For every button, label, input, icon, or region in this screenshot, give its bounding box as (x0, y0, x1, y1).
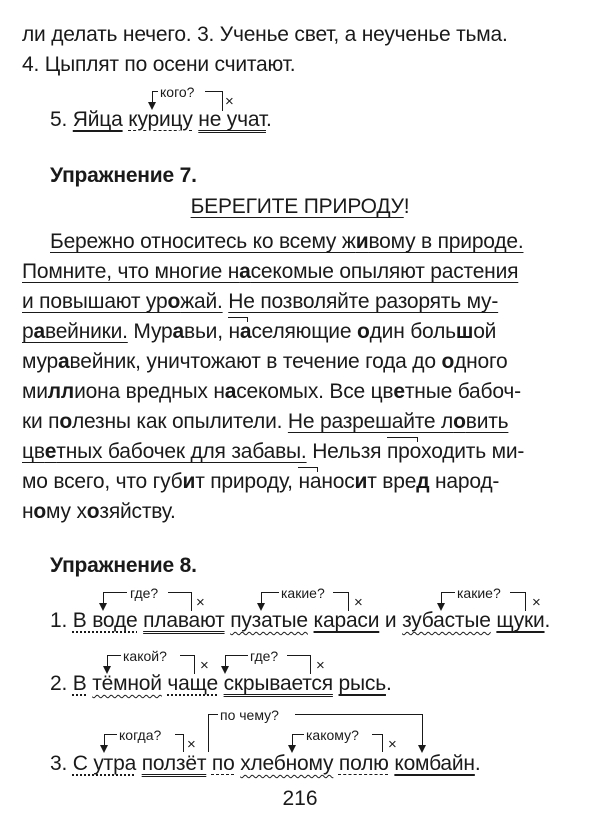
bracket-line (103, 592, 127, 593)
bold-letter: о (33, 500, 47, 523)
text: Помните, что многие н (22, 260, 240, 283)
bold-letter: а (172, 320, 184, 343)
text: дин боль (369, 320, 456, 343)
sentence-3 (50, 751, 480, 777)
text: ходить ми- (421, 440, 525, 463)
bracket-line (372, 734, 382, 735)
object-word: курицу (128, 108, 193, 131)
bracket-line (168, 592, 191, 593)
adverbial-word: В воде (72, 609, 138, 632)
bracket-line (261, 592, 279, 593)
text: вейники. (44, 320, 128, 343)
bold-letter: и (355, 230, 369, 253)
text: нос (321, 470, 355, 493)
text: лезны как опылители. (71, 410, 288, 433)
bracket-line (205, 91, 222, 92)
bold-letter: а (33, 320, 45, 343)
question-label: какому? (306, 727, 359, 743)
text-line (22, 469, 499, 495)
predicate-word: скрывается (223, 672, 333, 695)
text-line (22, 439, 524, 465)
bold-letter: а (239, 260, 251, 283)
cross-icon: × (225, 93, 234, 110)
prefix-mark: про (387, 440, 422, 463)
text: Мур (127, 320, 173, 343)
text: иона вредных н (74, 380, 225, 403)
subject-word: рысь (338, 672, 386, 695)
bracket-line (104, 734, 117, 735)
text: ми (22, 380, 48, 403)
adverbial-word: С утра (72, 752, 137, 775)
bold-letter: а (58, 350, 70, 373)
bold-letter: ш (455, 320, 474, 343)
sentence-number: 2. (50, 672, 68, 695)
question-label: где? (130, 585, 159, 601)
bold-letter: о (453, 410, 466, 433)
text: ки п (22, 410, 60, 433)
text: селяющие (251, 320, 357, 343)
question-label: кого? (160, 84, 195, 100)
text: народ- (429, 470, 500, 493)
cross-icon: × (316, 657, 325, 674)
attribute-word: тёмной (92, 672, 162, 695)
text: му х (46, 500, 87, 523)
bracket-line (183, 734, 184, 752)
cross-icon: × (354, 594, 363, 611)
punctuation: ! (403, 195, 410, 218)
sentence-number: 5. (50, 108, 68, 131)
bracket-line (175, 734, 183, 735)
subject-word: щуки (496, 609, 545, 632)
text: Не позволяйте разорять му- (228, 290, 499, 313)
exercise-7-heading: Упражнение 7. (50, 164, 197, 187)
punctuation: . (385, 672, 392, 695)
bracket-line (295, 714, 422, 715)
bold-letter: е (44, 440, 57, 463)
punctuation: . (544, 609, 551, 632)
text: р (22, 320, 34, 343)
conjunction: и (384, 609, 397, 632)
subject-word: Яйца (72, 108, 123, 131)
bold-letter: и (354, 470, 368, 493)
text: ой (473, 320, 497, 343)
object-word: полю (338, 752, 389, 775)
bold-letter: лл (47, 380, 75, 403)
text: Не разрешайте л (287, 410, 454, 433)
bracket-line (422, 714, 423, 746)
sentence-number: 3. (50, 752, 68, 775)
text: вейник, уничтожают в течение года до (69, 350, 442, 373)
text-line (22, 319, 496, 345)
sentence-2 (50, 671, 392, 697)
text-line (22, 52, 295, 78)
text: тных бабочек для забавы. (56, 440, 307, 463)
adverbial-word: чаще (167, 672, 218, 695)
bracket-line (180, 655, 194, 656)
text: жай. (180, 290, 223, 313)
text: мо всего, что губ (22, 470, 183, 493)
bold-letter: д (416, 470, 430, 493)
bold-letter: о (86, 500, 100, 523)
text-line (22, 379, 521, 405)
text: тные бабоч- (404, 380, 521, 403)
bold-letter: и (182, 470, 196, 493)
predicate-word: плавают (143, 609, 225, 632)
text-line (22, 259, 518, 285)
question-label: по чему? (220, 707, 279, 723)
bold-letter: а (239, 320, 252, 343)
exercise-7-title (0, 194, 600, 220)
text-line (22, 22, 508, 48)
text-line (22, 409, 508, 435)
bracket-line (292, 734, 304, 735)
text: секомых. Все цв (236, 380, 394, 403)
text-line (22, 499, 176, 525)
text: цв (22, 440, 45, 463)
bracket-line (107, 655, 121, 656)
text: мур (22, 350, 59, 373)
text: Бережно относитесь ко всему ж (50, 230, 356, 253)
bracket-line (287, 655, 310, 656)
text: н (22, 500, 34, 523)
text: Нельзя (306, 440, 387, 463)
punctuation: . (265, 108, 272, 131)
text: вьи, (183, 320, 229, 343)
object-word: по (211, 752, 235, 775)
attribute-word: хлебному (240, 752, 334, 775)
subject-word: караси (313, 609, 380, 632)
question-label: какие? (281, 585, 325, 601)
bracket-line (208, 714, 209, 752)
bracket-line (510, 592, 525, 593)
question-label: какие? (457, 585, 501, 601)
text: дного (454, 350, 508, 373)
text-line (22, 349, 508, 375)
question-label: когда? (119, 727, 162, 743)
attribute-word: зубастые (402, 609, 491, 632)
attribute-word: пузатые (230, 609, 308, 632)
text: вому в природе. (368, 230, 524, 253)
text: т природу, (195, 470, 299, 493)
text: т вре (367, 470, 417, 493)
bold-letter: о (356, 320, 370, 343)
bracket-line (208, 714, 218, 715)
question-label: какой? (123, 648, 167, 664)
text: н (228, 320, 240, 343)
bold-letter: а (224, 380, 237, 403)
bracket-line (225, 655, 248, 656)
cross-icon: × (200, 657, 209, 674)
proverb-text: ли делать нечего. 3. Ученье свет, а неученье тьма. (22, 23, 508, 46)
question-label: где? (250, 648, 279, 664)
bold-letter: о (167, 290, 181, 313)
text: секомые опыляют растения (250, 260, 519, 283)
bracket-line (382, 734, 383, 752)
text: зяйству. (99, 500, 176, 523)
bracket-line (441, 592, 455, 593)
text-line (50, 229, 523, 255)
cross-icon: × (532, 594, 541, 611)
text: вить (465, 410, 509, 433)
adverbial-word: В (72, 672, 87, 695)
text-line (22, 289, 498, 315)
subject-word: комбайн (394, 752, 475, 775)
title-text: БЕРЕГИТЕ ПРИРОДУ (190, 195, 404, 218)
proverb-text: 4. Цыплят по осени считают. (22, 53, 296, 76)
sentence-number: 1. (50, 609, 68, 632)
predicate-word: не учат (198, 108, 266, 131)
predicate-word: ползёт (141, 752, 207, 775)
cross-icon: × (196, 594, 205, 611)
prefix-mark: на (298, 470, 322, 493)
bold-letter: о (441, 350, 455, 373)
exercise-8-heading: Упражнение 8. (50, 554, 197, 577)
bracket-line (333, 592, 348, 593)
bold-letter: о (59, 410, 72, 433)
sentence-1 (50, 608, 550, 634)
text: и повышают ур (22, 290, 168, 313)
sentence-5 (50, 107, 272, 133)
bold-letter: е (393, 380, 405, 403)
cross-icon: × (388, 736, 397, 753)
cross-icon: × (187, 736, 196, 753)
page-number: 216 (282, 787, 318, 810)
punctuation: . (474, 752, 481, 775)
